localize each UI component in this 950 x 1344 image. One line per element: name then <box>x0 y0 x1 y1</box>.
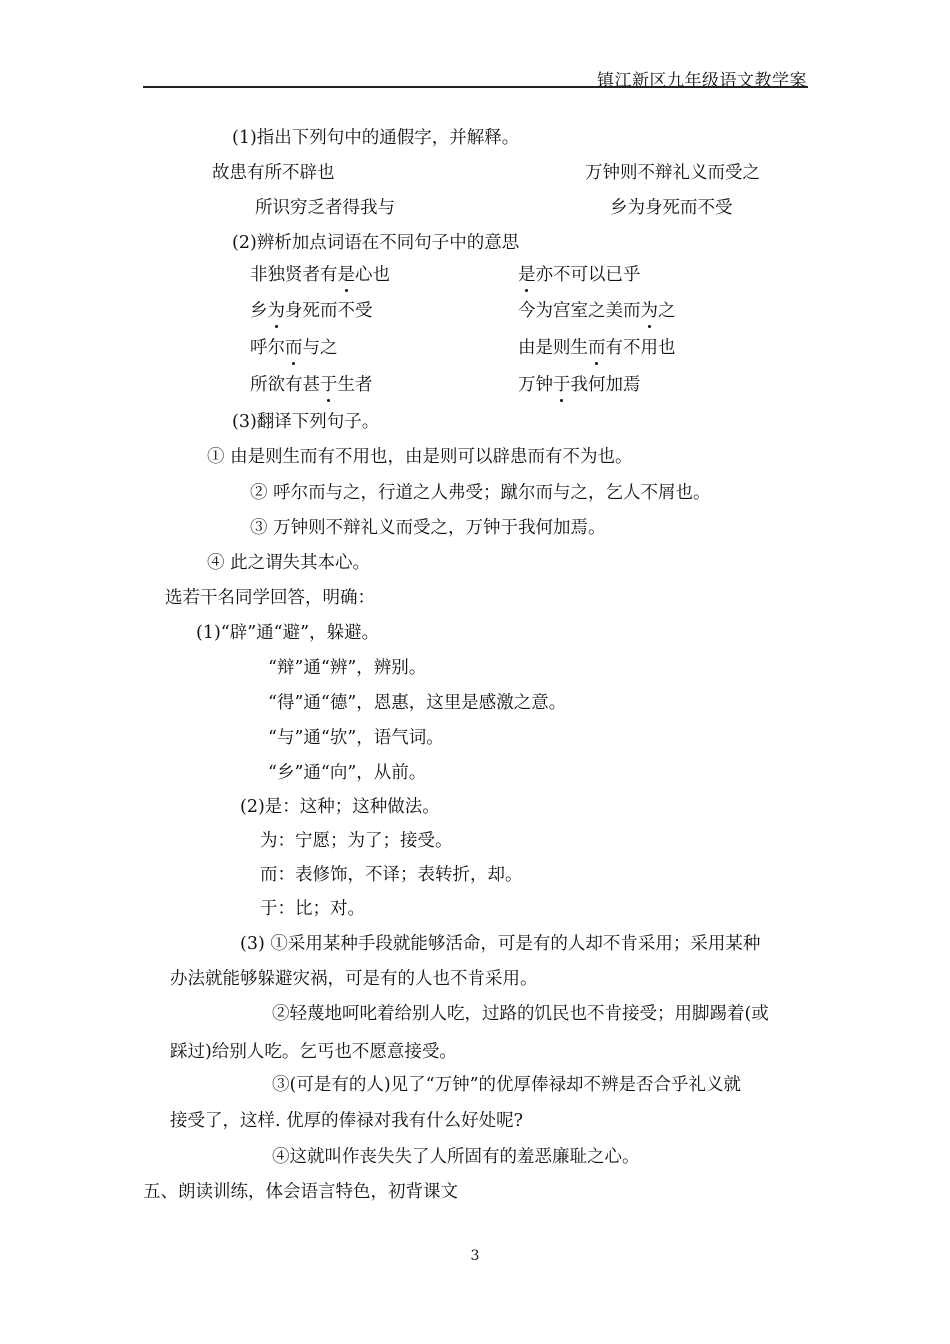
q2-sentence: 呼尔而与之 <box>250 338 338 358</box>
q2-sentence: 是亦不可以已乎 <box>518 265 641 285</box>
q3-item: ② 呼尔而与之，行道之人弗受；蹴尔而与之，乞人不屑也。 <box>250 483 711 503</box>
header-divider <box>143 86 808 88</box>
q2-sentence: 乡为身死而不受 <box>250 301 373 321</box>
q1-item: 万钟则不辩礼义而受之 <box>585 163 760 183</box>
q1-item: 乡为身死而不受 <box>610 198 733 218</box>
question-3-title: (3)翻译下列句子。 <box>232 412 380 432</box>
emphasis-dotted-word: 于 <box>553 375 571 395</box>
answer-2-line: (2)是：这种；这种做法。 <box>240 797 440 817</box>
q3-item: ③ 万钟则不辩礼义而受之，万钟于我何加焉。 <box>250 518 606 538</box>
q3-item: ④ 此之谓失其本心。 <box>207 553 371 573</box>
answer-1-line: “与”通“欤”，语气词。 <box>268 728 444 748</box>
answer-1-line: “辩”通“辨”，辨别。 <box>268 658 427 678</box>
answer-3-line: ③(可是有的人)见了“万钟”的优厚俸禄却不辨是否合乎礼义就 <box>272 1075 742 1095</box>
emphasis-dotted-word: 而 <box>285 338 303 358</box>
q3-item: ① 由是则生而有不用也，由是则可以辟患而有不为也。 <box>207 447 633 467</box>
answer-3-line: (3) ①采用某种手段就能够活命，可是有的人却不肯采用；采用某种 <box>240 934 761 954</box>
answer-3-line: 办法就能够躲避灾祸，可是有的人也不肯采用。 <box>170 969 538 989</box>
emphasis-dotted-word: 是 <box>337 265 355 285</box>
question-2-title: (2)辨析加点词语在不同句子中的意思 <box>232 233 520 253</box>
q2-sentence: 万钟于我何加焉 <box>518 375 641 395</box>
emphasis-dotted-word: 为 <box>640 301 658 321</box>
answer-2-line: 而：表修饰，不译；表转折，却。 <box>260 865 523 885</box>
answer-1-line: (1)“辟”通“避”，躲避。 <box>196 623 380 643</box>
q2-sentence: 所欲有甚于生者 <box>250 375 373 395</box>
q2-sentence: 今为宫室之美而为之 <box>518 301 676 321</box>
answer-1-line: “乡”通“向”，从前。 <box>268 763 427 783</box>
q2-sentence: 非独贤者有是心也 <box>250 265 390 285</box>
answer-2-line: 于：比；对。 <box>260 899 365 919</box>
answer-1-line: “得”通“德”，恩惠，这里是感激之意。 <box>268 693 567 713</box>
answer-3-line: ②轻蔑地呵叱着给别人吃，过路的饥民也不肯接受；用脚踢着(或 <box>272 1004 769 1024</box>
question-1-title: (1)指出下列句中的通假字，并解释。 <box>232 128 520 148</box>
q2-sentence: 由是则生而有不用也 <box>518 338 676 358</box>
q1-item: 所识穷乏者得我与 <box>255 198 395 218</box>
answer-2-line: 为：宁愿；为了；接受。 <box>260 831 453 851</box>
q1-item: 故患有所不辟也 <box>212 163 335 183</box>
emphasis-dotted-word: 于 <box>320 375 338 395</box>
answer-3-line: ④这就叫作丧失失了人所固有的羞恶廉耻之心。 <box>272 1147 640 1167</box>
section-5-heading: 五、朗读训练，体会语言特色，初背课文 <box>143 1182 458 1202</box>
answers-intro: 选若干名同学回答，明确： <box>165 588 375 608</box>
emphasis-dotted-word: 是 <box>518 265 536 285</box>
emphasis-dotted-word: 为 <box>267 301 285 321</box>
page-number: 3 <box>470 1248 480 1264</box>
page-header-title: 镇江新区九年级语文教学案 <box>597 71 807 91</box>
emphasis-dotted-word: 而 <box>588 338 606 358</box>
answer-3-line: 接受了，这样. 优厚的俸禄对我有什么好处呢? <box>170 1111 524 1131</box>
answer-3-line: 踩过)给别人吃。乞丐也不愿意接受。 <box>170 1042 457 1062</box>
